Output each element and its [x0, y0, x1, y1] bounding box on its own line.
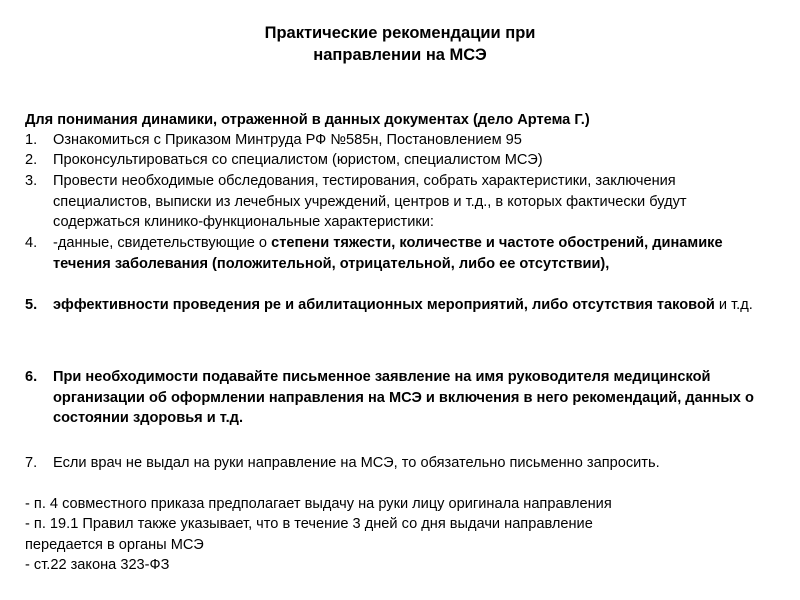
note-line-1: - п. 4 совместного приказа предполагает выдачу на руки лицу оригинала направления	[25, 496, 612, 512]
title-line-2: направлении на МСЭ	[313, 46, 487, 64]
slide-title	[0, 22, 800, 66]
list-item-5	[25, 295, 770, 316]
list-item-number: 7.	[25, 455, 38, 471]
list-item-text-normal: -данные, свидетельствующие о	[53, 235, 272, 251]
list-item-number: 1.	[25, 132, 38, 148]
list-item-text: Провести необходимые обследования, тестирования, собрать характеристики, заключения специалистов, выписки из лечебных учреждений, центров и т.д., в которых фактически будут содержаться клинико-функциональные характеристики:	[53, 173, 687, 230]
list-item-text-normal: и т.д.	[714, 297, 753, 313]
title-line-1: Практические рекомендации при	[264, 24, 536, 42]
list-item-4	[25, 233, 770, 274]
list-item-text: Если врач не выдал на руки направление на МСЭ, то обязательно письменно запросить.	[53, 455, 660, 471]
list-item-text-bold: степени тяжести, количестве и частоте обострений, динамике течения заболевания (положительной, отрицательной, либо ее отсутствии),	[53, 235, 723, 272]
note-line-4: - ст.22 закона 323-ФЗ	[25, 557, 170, 573]
list-item-text: Ознакомиться с Приказом Минтруда РФ №585н, Постановлением 95	[53, 132, 522, 148]
list-item-text-bold: эффективности проведения ре и абилитационных мероприятий, либо отсутствия таковой	[53, 297, 715, 313]
intro-text: Для понимания динамики, отраженной в данных документах (дело Артема Г.)	[25, 112, 590, 128]
list-item-text: При необходимости подавайте письменное заявление на имя руководителя медицинской организации об оформлении направления на МСЭ и включения в него рекомендаций, данных о состоянии здоровья и т.д.	[53, 369, 754, 426]
list-item-text: Проконсультироваться со специалистом (юристом, специалистом МСЭ)	[53, 152, 543, 168]
note-line-3: передается в органы МСЭ	[25, 537, 204, 553]
list-item-6	[25, 367, 770, 429]
list-item-number: 2.	[25, 152, 38, 168]
list-item-number: 6.	[25, 369, 38, 385]
note-line-2: - п. 19.1 Правил также указывает, что в течение 3 дней со дня выдачи направление	[25, 516, 593, 532]
list-item-7	[25, 453, 770, 474]
list-item-2	[25, 150, 770, 171]
list-item-3	[25, 171, 770, 233]
list-item-text	[53, 233, 770, 274]
list-item-1	[25, 130, 770, 151]
list-item-number: 5.	[25, 297, 38, 313]
list-item-number: 3.	[25, 173, 38, 189]
list-item-text	[53, 295, 770, 316]
list-item-number: 4.	[25, 235, 38, 251]
